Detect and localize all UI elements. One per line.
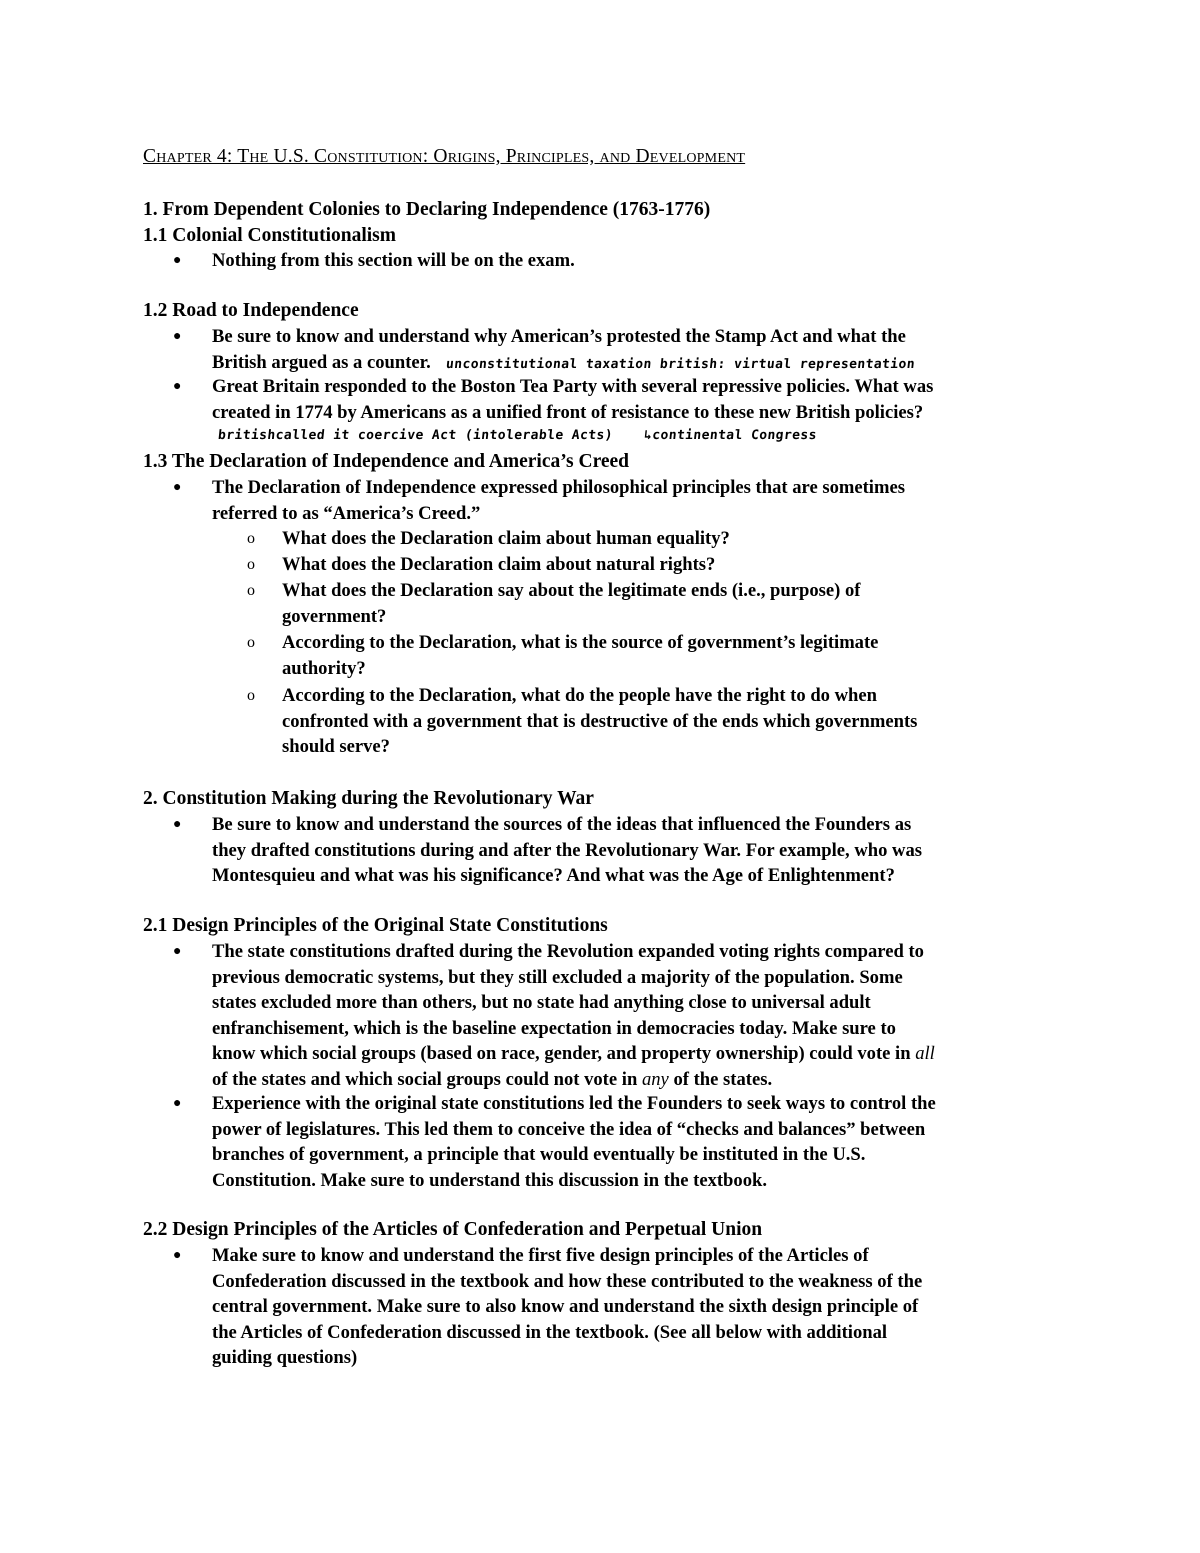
bullet-icon: ● <box>173 379 182 394</box>
subsection-heading: 2.2 Design Principles of the Articles of Confederation and Perpetual Union <box>143 1219 763 1240</box>
sub-list-item: o According to the Declaration, what is the source of government’s legitimate authority? <box>247 632 879 679</box>
bullet-icon: ● <box>173 253 182 268</box>
circle-bullet-icon: o <box>247 556 255 573</box>
sub-list-item: o What does the Declaration say about the legitimate ends (i.e., purpose) of government? <box>247 580 861 627</box>
section-heading: 1. From Dependent Colonies to Declaring Independence (1763-1776) <box>143 199 711 220</box>
subsection-heading: 1.2 Road to Independence <box>143 300 359 321</box>
list-item: ● Experience with the original state constitutions led the Founders to seek ways to control the power of legislatures. This led them to conceive the idea of “checks and balances” between branches of government, a principle that would eventually be instituted in the U.S. Constitution. Make sure to understand this discussion in the textbook. <box>173 1093 936 1191</box>
bullet-icon: ● <box>173 1248 182 1263</box>
list-item: ● Great Britain responded to the Boston Tea Party with several repressive policies. What was created in 1774 by Americans as a unified front of resistance to these new British policies? <box>173 376 934 423</box>
circle-bullet-icon: o <box>247 530 255 547</box>
handwritten-note: ↳continental Congress <box>642 428 818 443</box>
circle-bullet-icon: o <box>247 687 255 704</box>
sub-list-item: o What does the Declaration claim about human equality? <box>247 526 1067 552</box>
subsection-heading: 1.3 The Declaration of Independence and America’s Creed <box>143 451 630 472</box>
list-item: ● Make sure to know and understand the first five design principles of the Articles of Confederation discussed in the textbook and how these contributed to the weakness of the central government. Make sure to also know and understand the sixth design principle of the Articles of Confederation discussed in the textbook. (See all below with additional guiding questions) <box>173 1245 923 1368</box>
chapter-title: Chapter 4: The U.S. Constitution: Origins, Principles, and Development <box>143 146 746 167</box>
bullet-icon: ● <box>173 480 182 495</box>
handwritten-note: britishcalled it coercive Act (intolerable Acts) <box>217 428 614 443</box>
sub-list-item: o What does the Declaration claim about natural rights? <box>247 552 1067 578</box>
handwritten-note: unconstitutional taxation british: virtual representation <box>444 356 916 372</box>
bullet-icon: ● <box>173 944 182 959</box>
circle-bullet-icon: o <box>247 582 255 599</box>
list-item: ● The Declaration of Independence expressed philosophical principles that are sometimes referred to as “America’s Creed.” <box>173 477 905 524</box>
list-item: ● Be sure to know and understand the sources of the ideas that influenced the Founders as they drafted constitutions during and after the Revolutionary War. For example, who was Montesquieu and what was his significance? And what was the Age of Enlightenment? <box>173 814 923 886</box>
section-heading: 2. Constitution Making during the Revolutionary War <box>143 788 594 809</box>
bullet-icon: ● <box>173 1096 182 1111</box>
handwritten-annotation <box>218 421 816 449</box>
subsection-heading: 1.1 Colonial Constitutionalism <box>143 225 396 246</box>
list-item: ● Nothing from this section will be on the exam. <box>173 248 1068 274</box>
subsection-heading: 2.1 Design Principles of the Original State Constitutions <box>143 915 608 936</box>
list-item: ● The state constitutions drafted during the Revolution expanded voting rights compared to previous democratic systems, but they still excluded a majority of the population. Some states excluded more than others, but no state had anything close to universal adult enfranchisement, which is the baseline expectation in democracies today. Make sure to know which social groups (based on race, gender, and property ownership) could vote in all of the states and which social groups could not vote in any of the states. <box>173 941 935 1090</box>
circle-bullet-icon: o <box>247 634 255 651</box>
sub-list-item: o According to the Declaration, what do the people have the right to do when confronted with a government that is destructive of the ends which governments should serve? <box>247 685 918 757</box>
list-item: ● Be sure to know and understand why American’s protested the Stamp Act and what the British argued as a counter. unconstitutional taxation british: virtual representation <box>173 324 1068 377</box>
bullet-icon: ● <box>173 329 182 344</box>
bullet-icon: ● <box>173 817 182 832</box>
